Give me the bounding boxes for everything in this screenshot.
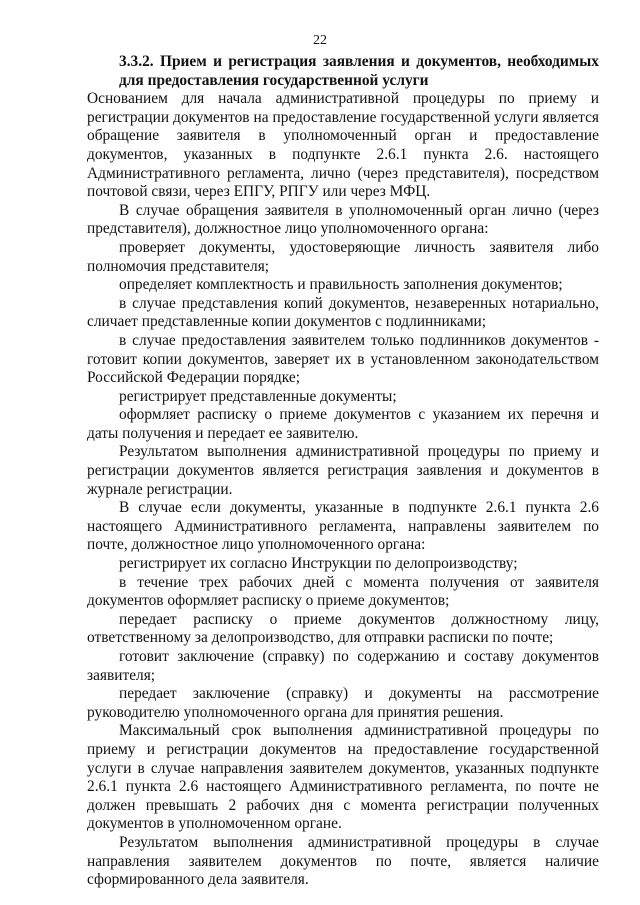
paragraph: проверяет документы, удостоверяющие личность заявителя либо полномочия представителя;	[87, 238, 599, 275]
paragraph: регистрирует представленные документы;	[119, 387, 397, 405]
paragraph: в случае представления копий документов, незаверенных нотариально, сличает представленные копии документов с подлинниками;	[87, 294, 599, 331]
paragraph-text: Основанием для начала административной процедуры по приему и регистрации документов на предоставление государственной услуги является обращение заявителя в уполномоченный орган и предоставление документов, указанных в подпункте 2.6.1 пункта 2.6. настоящего Административного регламента, лично (через представителя), посредством почтовой связи, через ЕПГУ, РПГУ или через МФЦ.	[87, 90, 599, 201]
paragraph: передает расписку о приеме документов должностному лицу, ответственному за делопроизводство, для отправки расписки по почте;	[87, 610, 599, 647]
paragraph: готовит заключение (справку) по содержанию и составу документов заявителя;	[87, 648, 599, 684]
paragraph: Результатом выполнения административной процедуры по приему и регистрации документов является регистрация заявления и документов в журнале регистрации.	[87, 443, 599, 498]
paragraph: В случае если документы, указанные в подпункте 2.6.1 пункта 2.6 настоящего Административного регламента, направлены заявителем по почте, должностное лицо уполномоченного органа:	[87, 499, 599, 554]
paragraph: передает заключение (справку) и документы на рассмотрение руководителю уполномоченного органа для принятия решения.	[87, 685, 599, 721]
paragraph: регистрирует их согласно Инструкции по делопроизводству;	[119, 555, 518, 573]
paragraph: оформляет расписку о приеме документов с указанием их перечня и даты получения и передает ее заявителю.	[87, 406, 599, 442]
paragraph: Максимальный срок выполнения административной процедуры по приему и регистрации документов на предоставление государственной услуги в случае направления заявителем документов, указанных подпункте 2.6.1 пункта 2.6 настоящего Административного регламента, по почте не должен превышать 2 рабочих дня с момента регистрации полученных документов в уполномоченном органе.	[87, 722, 599, 833]
paragraph: в случае предоставления заявителем только подлинников документов - готовит копии документов, заверяет их в установленном законодательством Российской Федерации порядке;	[87, 331, 599, 387]
paragraph: определяет комплектность и правильность заполнения документов;	[119, 276, 563, 294]
page-content	[87, 53, 599, 890]
paragraph	[87, 90, 599, 202]
section-heading: 3.3.2. Прием и регистрация заявления и документов, необходимых для предоставления государственной услуги	[119, 53, 599, 89]
paragraph: Результатом выполнения административной процедуры в случае направления заявителем документов по почте, является наличие сформированного дела заявителя.	[87, 833, 599, 889]
paragraph: в течение трех рабочих дней с момента получения от заявителя документов оформляет расписку о приеме документов;	[87, 573, 599, 610]
page-number: 22	[313, 33, 327, 48]
paragraph: В случае обращения заявителя в уполномоченный орган лично (через представителя), должностное лицо уполномоченного органа:	[87, 201, 599, 238]
